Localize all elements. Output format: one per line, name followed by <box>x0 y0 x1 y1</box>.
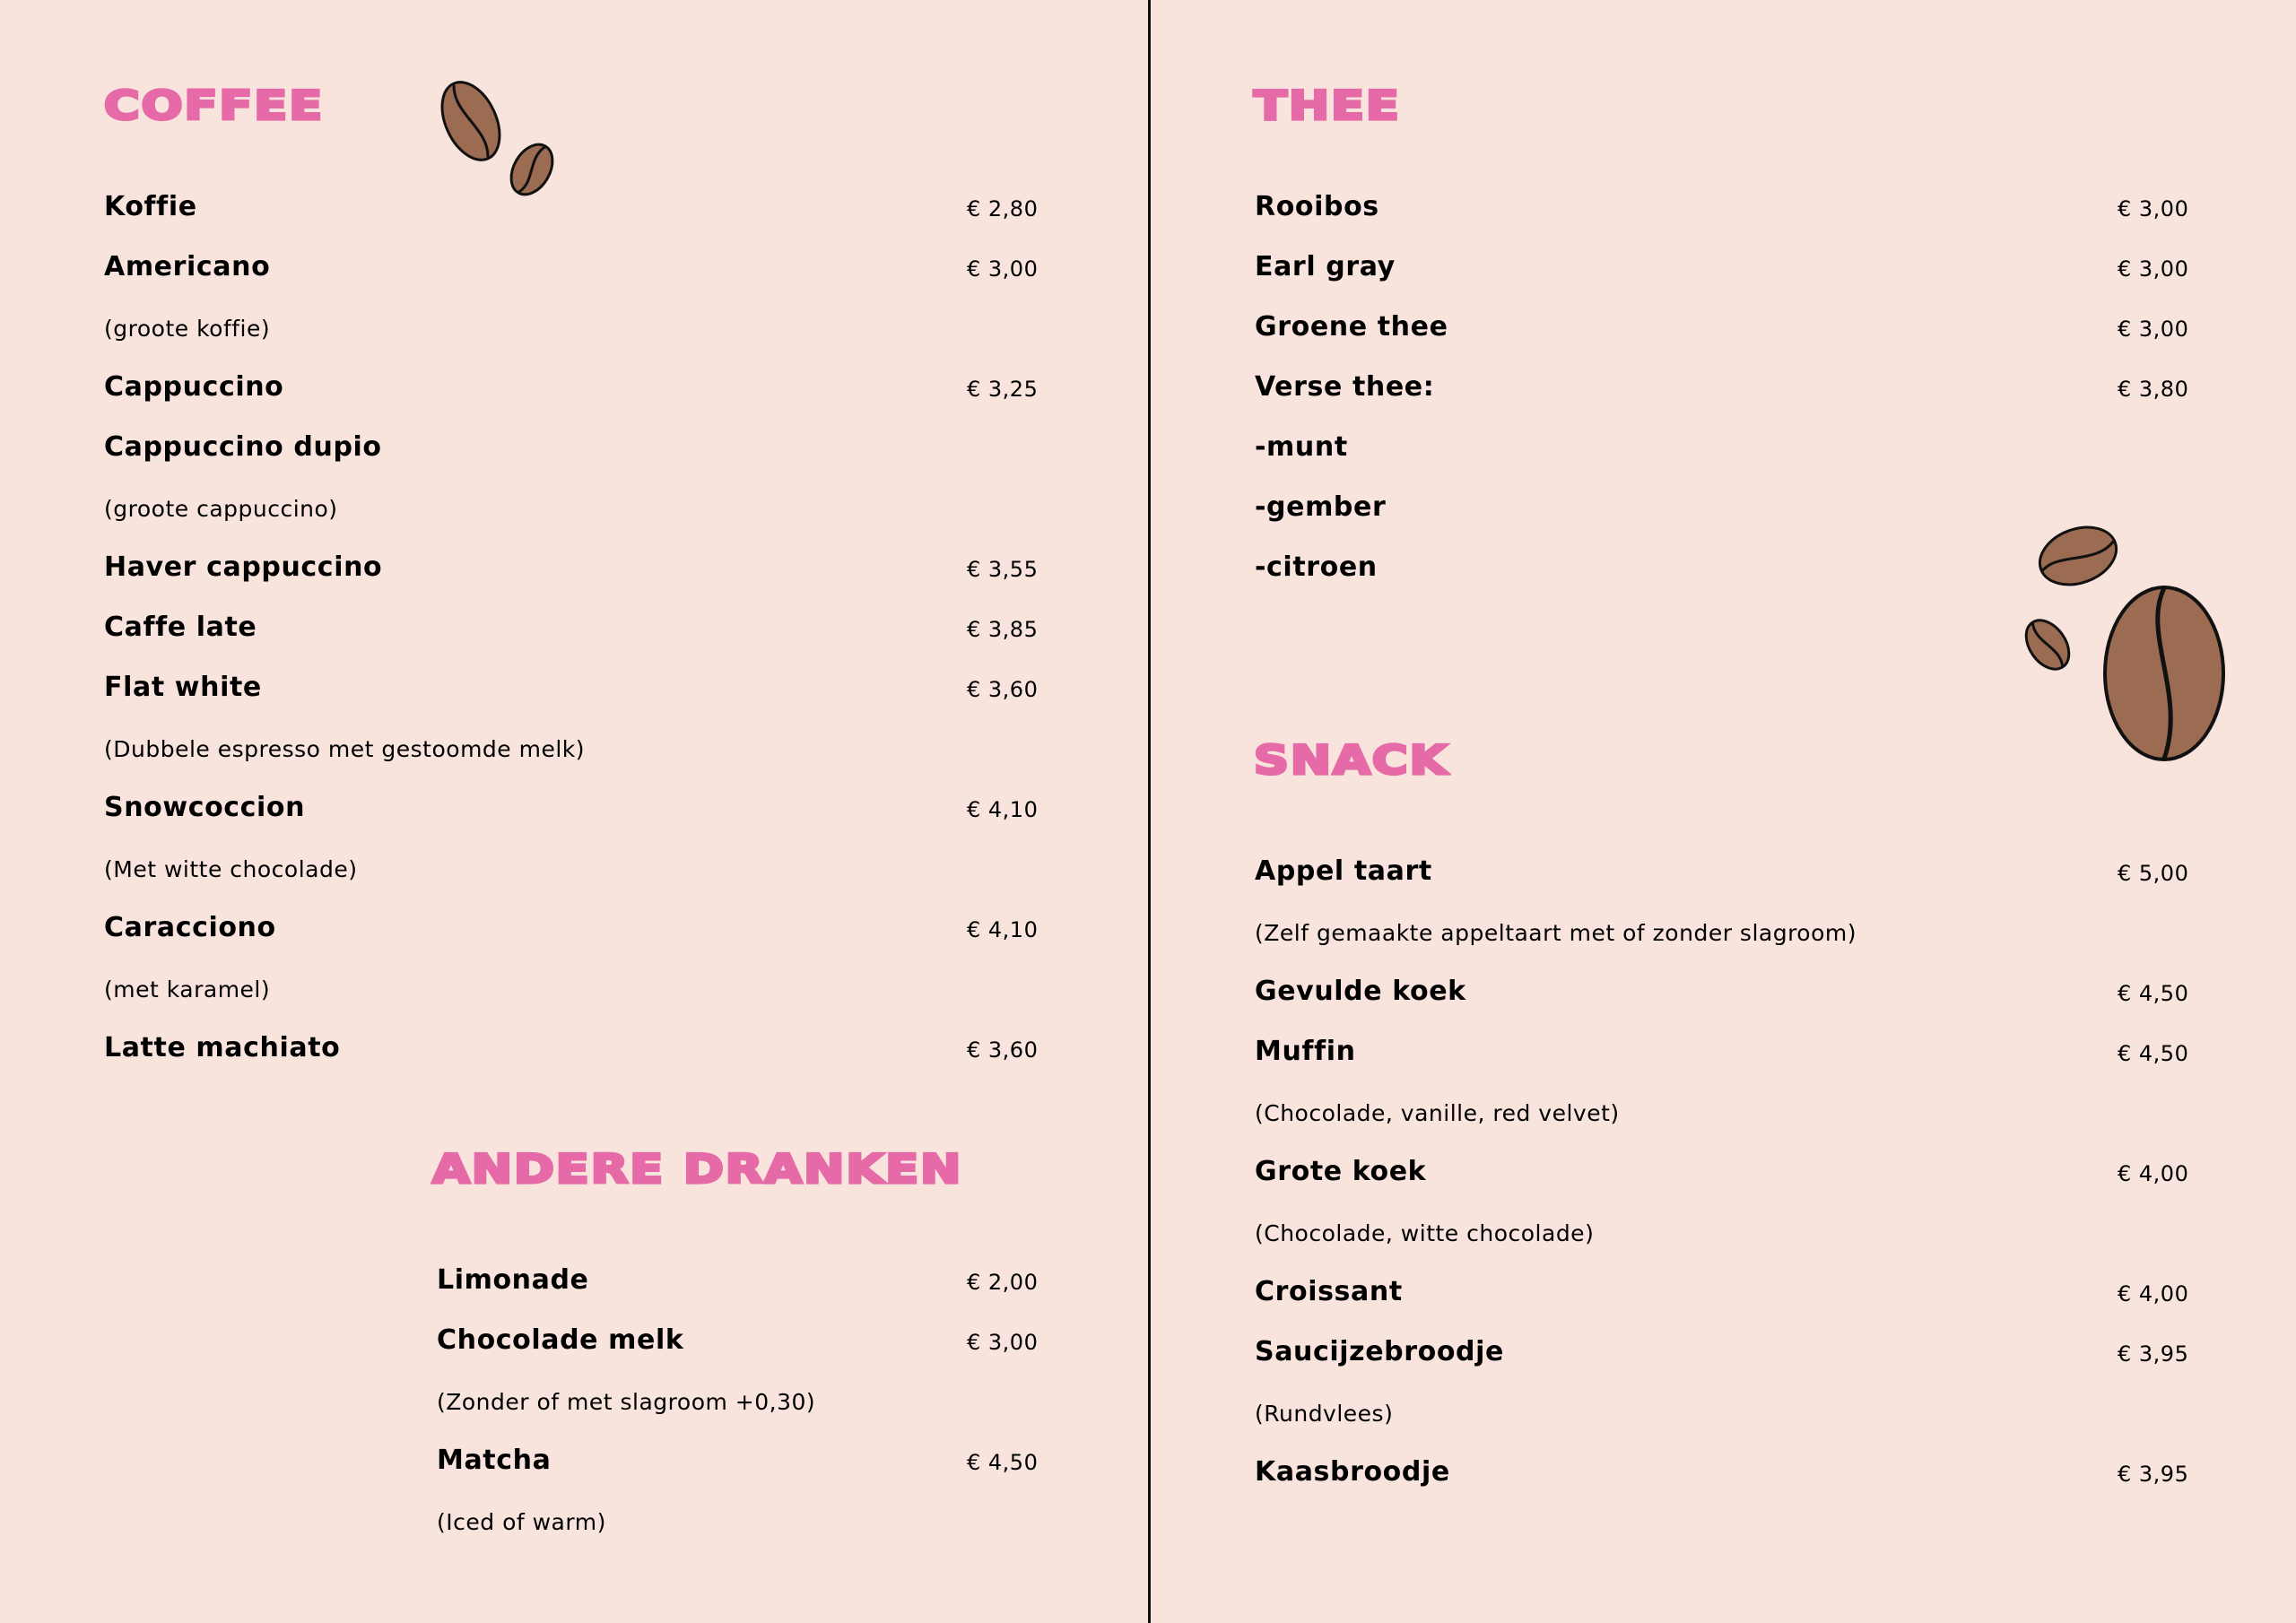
menu-item-price: € 4,10 <box>967 917 1039 942</box>
menu-item-price: € 4,50 <box>2118 1041 2189 1066</box>
menu-item-name: Groene thee <box>1255 311 1448 343</box>
menu-item-note: (met karamel) <box>104 976 271 1002</box>
menu-item-price: € 5,00 <box>2118 861 2189 886</box>
menu-item-price: € 2,80 <box>967 196 1039 221</box>
menu-item-name: Latte machiato <box>104 1032 341 1063</box>
menu-item-name: Grote koek <box>1255 1156 1427 1187</box>
menu-item-price: € 3,00 <box>967 256 1039 282</box>
menu-item-name: -citroen <box>1255 551 1378 583</box>
menu-item-price: € 3,00 <box>967 1330 1039 1355</box>
menu-item-price: € 3,80 <box>2118 377 2189 402</box>
menu-item-price: € 3,00 <box>2118 196 2189 221</box>
menu-item-price: € 4,50 <box>967 1450 1039 1475</box>
menu-item-note: (Zonder of met slagroom +0,30) <box>437 1389 816 1415</box>
menu-item-name: Haver cappuccino <box>104 551 383 583</box>
menu-item-price: € 3,55 <box>967 557 1039 582</box>
menu-item-name: Americano <box>104 251 271 282</box>
coffee-bean-icon <box>500 136 563 204</box>
menu-item-name: Caracciono <box>104 912 276 943</box>
menu-item-note: (Chocolade, witte chocolade) <box>1255 1220 1595 1246</box>
coffee-heading: COFFEE <box>104 82 325 129</box>
menu-item-price: € 4,00 <box>2118 1161 2189 1186</box>
page-divider <box>1148 0 1151 1623</box>
menu-item-name: Flat white <box>104 672 262 703</box>
menu-item-name: Caffe late <box>104 612 257 643</box>
menu-item-price: € 3,00 <box>2118 256 2189 282</box>
menu-item-name: Muffin <box>1255 1036 1356 1067</box>
menu-item-name: Cappuccino <box>104 371 284 403</box>
menu-item-name: Croissant <box>1255 1276 1403 1307</box>
menu-item-note: (Rundvlees) <box>1255 1401 1394 1427</box>
menu-item-price: € 4,00 <box>2118 1281 2189 1306</box>
menu-item-name: Rooibos <box>1255 191 1379 222</box>
coffee-bean-icon <box>430 72 511 170</box>
menu-item-name: Snowcoccion <box>104 792 306 823</box>
menu-item-price: € 3,00 <box>2118 317 2189 342</box>
menu-item-name: Gevulde koek <box>1255 976 1466 1007</box>
menu-item-name: Chocolade melk <box>437 1324 684 1356</box>
menu-item-note: (groote koffie) <box>104 316 271 342</box>
menu-item-price: € 4,10 <box>967 797 1039 822</box>
snack-heading: SNACK <box>1254 736 1449 784</box>
andere-dranken-heading: ANDERE DRANKEN <box>432 1145 963 1193</box>
menu-item-note: (Met witte chocolade) <box>104 856 358 882</box>
menu-item-note: (Iced of warm) <box>437 1509 606 1535</box>
menu-item-price: € 3,60 <box>967 677 1039 702</box>
menu-item-name: Koffie <box>104 191 197 222</box>
menu-item-price: € 3,60 <box>967 1037 1039 1063</box>
menu-item-name: Verse thee: <box>1255 371 1435 403</box>
menu-item-name: Matcha <box>437 1445 552 1476</box>
coffee-bean-icon <box>2016 613 2079 676</box>
menu-item-price: € 3,25 <box>967 377 1039 402</box>
menu-item-name: Cappuccino dupio <box>104 431 382 463</box>
coffee-bean-icon <box>2097 579 2231 768</box>
menu-item-name: Appel taart <box>1255 855 1432 887</box>
menu-item-name: Saucijzebroodje <box>1255 1336 1504 1367</box>
menu-item-price: € 4,50 <box>2118 981 2189 1006</box>
menu-item-price: € 2,00 <box>967 1270 1039 1295</box>
menu-item-note: (Chocolade, vanille, red velvet) <box>1255 1100 1620 1126</box>
menu-item-name: Limonade <box>437 1264 589 1296</box>
menu-item-note: (Dubbele espresso met gestoomde melk) <box>104 736 586 762</box>
thee-heading: THEE <box>1254 82 1401 129</box>
menu-item-name: -gember <box>1255 491 1387 523</box>
menu-item-price: € 3,95 <box>2118 1341 2189 1367</box>
menu-item-name: Earl gray <box>1255 251 1396 282</box>
menu-item-name: -munt <box>1255 431 1348 463</box>
menu-item-price: € 3,85 <box>967 617 1039 642</box>
menu-item-note: (groote cappuccino) <box>104 496 338 522</box>
menu-item-note: (Zelf gemaakte appeltaart met of zonder slagroom) <box>1255 920 1857 946</box>
menu-item-name: Kaasbroodje <box>1255 1456 1450 1488</box>
menu-item-price: € 3,95 <box>2118 1462 2189 1487</box>
